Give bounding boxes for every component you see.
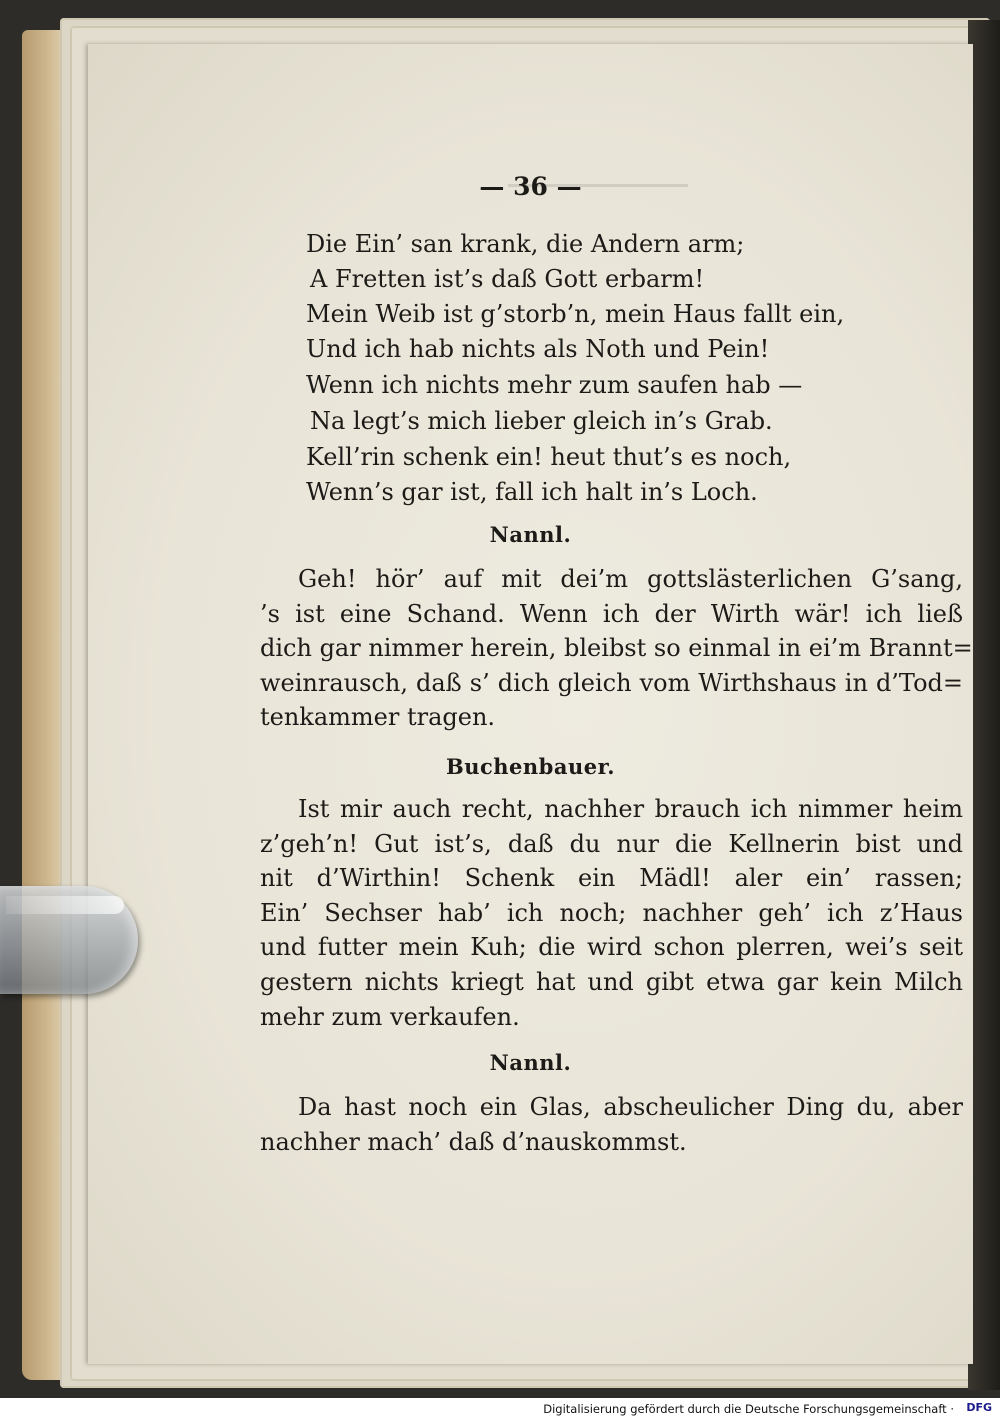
speech-line: ’s ist eine Schand. Wenn ich der Wirth wär! ich ließ <box>260 599 963 628</box>
speech-line: nit d’Wirthin! Schenk ein Mädl! aler ein’ rassen; <box>260 864 963 893</box>
speech-line: dich gar nimmer herein, bleibst so einmal in ei’m Brannt= <box>260 634 973 663</box>
footer-bar <box>0 1398 1000 1420</box>
verse-line: A Fretten ist’s daß Gott erbarm! <box>310 265 705 293</box>
verse-line: Kell’rin schenk ein! heut thut’s es noch, <box>306 443 792 471</box>
speech-line: z’geh’n! Gut ist’s, daß du nur die Kellnerin bist und <box>260 829 963 858</box>
speech-line: tenkammer tragen. <box>260 703 496 732</box>
speaker-name: Buchenbauer. <box>445 754 616 779</box>
speech-line: Ein’ Sechser hab’ ich noch; nachher geh’ ich z’Haus <box>260 898 963 927</box>
speech-line: gestern nichts kriegt hat und gibt etwa gar kein Milch <box>260 967 963 996</box>
verse-line: Wenn ich nichts mehr zum saufen hab — <box>306 371 803 399</box>
verse-line: Na legt’s mich lieber gleich in’s Grab. <box>310 407 773 435</box>
glass-clip-highlight <box>6 896 124 914</box>
speech-line: Da hast noch ein Glas, abscheulicher Ding du, aber <box>298 1093 963 1121</box>
speech-line: und futter mein Kuh; die wird schon plerren, wei’s seit <box>260 933 963 962</box>
verse-line: Die Ein’ san krank, die Andern arm; <box>306 230 745 258</box>
dfg-logo: DFG <box>966 1401 992 1414</box>
page-number: — 36 — <box>479 172 582 201</box>
speech-line: Ist mir auch recht, nachher brauch ich nimmer heim <box>298 795 963 823</box>
speaker-name: Nannl. <box>489 522 572 547</box>
speech-text <box>260 1090 963 1159</box>
verse-line: Wenn’s gar ist, fall ich halt in’s Loch. <box>306 478 758 506</box>
footer-credit: Digitalisierung gefördert durch die Deutsche Forschungsgemeinschaft · <box>543 1402 954 1416</box>
book-page <box>88 44 973 1364</box>
speech-line: mehr zum verkaufen. <box>260 1002 520 1031</box>
verse-line: Und ich hab nichts als Noth und Pein! <box>306 335 770 363</box>
speech-line: Geh! hör’ auf mit dei’m gottslästerlichen G’sang, <box>298 565 963 593</box>
speaker-name: Nannl. <box>489 1050 572 1075</box>
speech-text <box>260 562 973 735</box>
speech-line: nachher mach’ daß d’nauskommst. <box>260 1127 687 1156</box>
verse-line: Mein Weib ist g’storb’n, mein Haus fallt ein, <box>306 300 845 328</box>
speech-line: weinrausch, daß s’ dich gleich vom Wirthshaus in d’Tod= <box>260 668 963 697</box>
speech-text <box>260 792 963 1034</box>
